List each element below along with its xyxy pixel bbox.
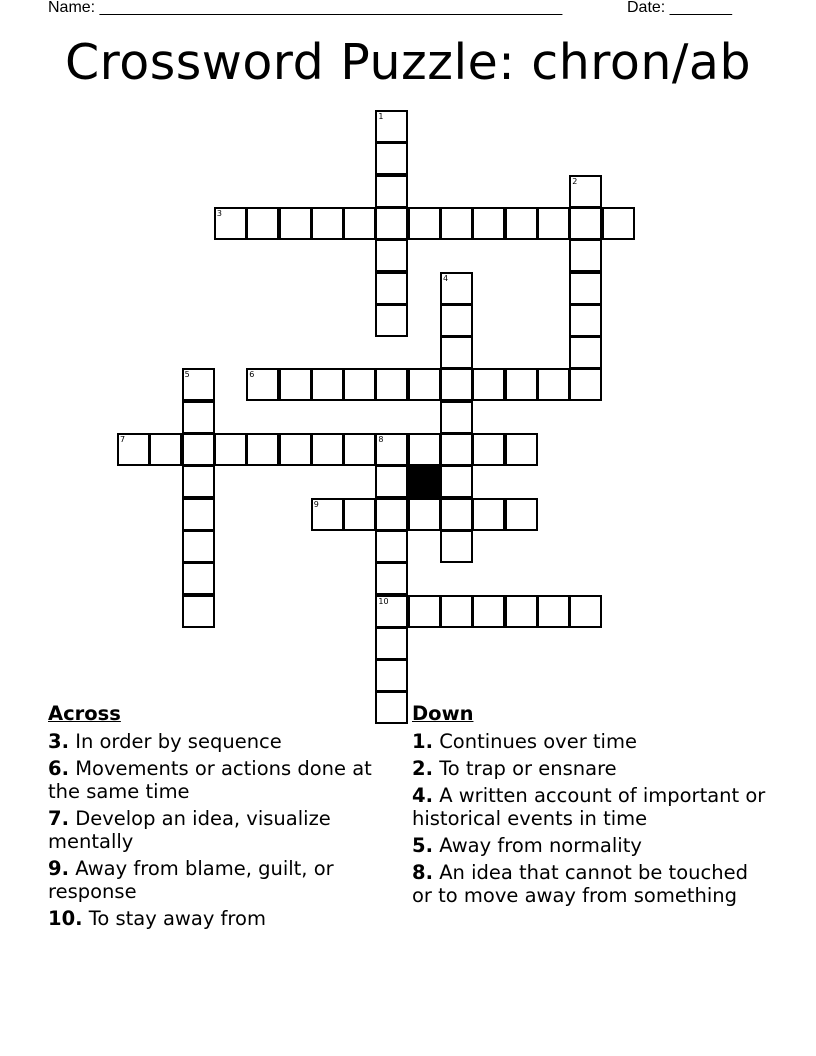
clue-text: In order by sequence	[75, 730, 282, 753]
clue-number: 5.	[412, 834, 433, 857]
grid-cell[interactable]	[375, 659, 408, 692]
grid-cell[interactable]	[440, 530, 473, 563]
clue-number-label: 3	[216, 208, 222, 218]
clue-number: 9.	[48, 857, 69, 880]
across-heading: Across	[48, 702, 121, 725]
grid-cell[interactable]	[440, 304, 473, 337]
grid-cell[interactable]	[505, 433, 538, 466]
clue-number: 3.	[48, 730, 69, 753]
across-clue-10	[48, 907, 378, 930]
grid-cell[interactable]	[505, 368, 538, 401]
grid-cell[interactable]	[408, 433, 441, 466]
clue-text: A written account of important or historical events in time	[412, 784, 766, 830]
clue-text: Develop an idea, visualize mentally	[48, 807, 331, 853]
grid-cell[interactable]	[440, 336, 473, 369]
grid-cell[interactable]	[569, 175, 602, 208]
grid-cell[interactable]	[440, 465, 473, 498]
name-line[interactable]: Name: ____________________________________________________	[48, 0, 563, 16]
down-clue-8	[412, 861, 772, 907]
grid-cell[interactable]	[182, 433, 215, 466]
grid-cell[interactable]	[375, 207, 408, 240]
clue-number-label: 5	[184, 370, 190, 380]
clue-number: 4.	[412, 784, 433, 807]
down-clue-4	[412, 784, 772, 830]
clue-number: 10.	[48, 907, 83, 930]
grid-cell[interactable]	[343, 433, 376, 466]
grid-cell[interactable]	[117, 433, 150, 466]
grid-cell[interactable]	[537, 368, 570, 401]
block-cell	[408, 465, 441, 498]
grid-cell[interactable]	[505, 207, 538, 240]
grid-cell[interactable]	[472, 433, 505, 466]
grid-cell[interactable]	[311, 433, 344, 466]
grid-cell[interactable]	[472, 498, 505, 531]
grid-cell[interactable]	[375, 595, 408, 628]
clue-number-label: 7	[120, 435, 126, 444]
date-line[interactable]: Date: _______	[627, 0, 732, 16]
grid-cell[interactable]	[182, 498, 215, 531]
grid-cell[interactable]	[602, 207, 635, 240]
grid-cell[interactable]	[440, 401, 473, 434]
across-clues	[48, 702, 378, 934]
clue-text: Away from normality	[439, 834, 642, 857]
clue-number: 7.	[48, 807, 69, 830]
grid-cell[interactable]	[279, 207, 312, 240]
grid-cell[interactable]	[569, 239, 602, 272]
across-clue-9	[48, 857, 378, 903]
grid-cell[interactable]	[440, 595, 473, 628]
clue-text: Movements or actions done at the same time	[48, 757, 372, 803]
down-clue-1	[412, 730, 772, 753]
grid-cell[interactable]	[182, 401, 215, 434]
clue-text: To trap or ensnare	[439, 757, 617, 780]
clue-text: Away from blame, guilt, or response	[48, 857, 334, 903]
grid-cell[interactable]	[375, 110, 408, 143]
grid-cell[interactable]	[182, 465, 215, 498]
grid-cell[interactable]	[472, 207, 505, 240]
grid-cell[interactable]	[246, 433, 279, 466]
grid-cell[interactable]	[375, 691, 408, 724]
clue-text: To stay away from	[88, 907, 266, 930]
clue-text: Continues over time	[439, 730, 637, 753]
grid-cell[interactable]	[182, 595, 215, 628]
grid-cell[interactable]	[408, 498, 441, 531]
page-title: Crossword Puzzle: chron/ab	[64, 34, 752, 91]
clue-number: 1.	[412, 730, 433, 753]
grid-cell[interactable]	[569, 368, 602, 401]
grid-cell[interactable]	[375, 433, 408, 466]
grid-cell[interactable]	[246, 207, 279, 240]
clue-number: 2.	[412, 757, 433, 780]
grid-cell[interactable]	[569, 272, 602, 305]
grid-cell[interactable]	[375, 304, 408, 337]
clue-number-label: 4	[443, 273, 449, 283]
clue-number-label: 8	[378, 435, 384, 444]
clue-number: 8.	[412, 861, 433, 884]
grid-cell[interactable]	[149, 433, 182, 466]
grid-cell[interactable]	[246, 368, 279, 401]
grid-cell[interactable]	[375, 175, 408, 208]
grid-cell[interactable]	[279, 368, 312, 401]
grid-cell[interactable]	[214, 433, 247, 466]
grid-cell[interactable]	[375, 498, 408, 531]
down-clues	[412, 702, 772, 911]
grid-cell[interactable]	[408, 368, 441, 401]
grid-cell[interactable]	[311, 368, 344, 401]
across-clue-7	[48, 807, 378, 853]
grid-cell[interactable]	[375, 272, 408, 305]
clue-number-label: 10	[378, 596, 389, 606]
grid-cell[interactable]	[375, 562, 408, 595]
grid-cell[interactable]	[343, 498, 376, 531]
grid-cell[interactable]	[311, 207, 344, 240]
clue-text: An idea that cannot be touched or to move away from something	[412, 861, 748, 907]
grid-cell[interactable]	[311, 498, 344, 531]
grid-cell[interactable]	[214, 207, 247, 240]
grid-cell[interactable]	[182, 530, 215, 563]
grid-cell[interactable]	[569, 595, 602, 628]
grid-cell[interactable]	[537, 595, 570, 628]
grid-cell[interactable]	[472, 368, 505, 401]
grid-cell[interactable]	[440, 272, 473, 305]
grid-cell[interactable]	[569, 207, 602, 240]
grid-cell[interactable]	[440, 368, 473, 401]
grid-cell[interactable]	[375, 465, 408, 498]
grid-cell[interactable]	[408, 595, 441, 628]
grid-cell[interactable]	[375, 530, 408, 563]
grid-cell[interactable]	[375, 627, 408, 660]
grid-cell[interactable]	[440, 207, 473, 240]
grid-cell[interactable]	[505, 595, 538, 628]
clue-number-label: 9	[313, 499, 319, 509]
grid-cell[interactable]	[375, 368, 408, 401]
clue-number-label: 1	[378, 112, 384, 121]
across-clue-6	[48, 757, 378, 803]
clue-number: 6.	[48, 757, 69, 780]
clue-number-label: 2	[572, 176, 578, 186]
grid-cell[interactable]	[472, 595, 505, 628]
grid-cell[interactable]	[279, 433, 312, 466]
grid-cell[interactable]	[440, 498, 473, 531]
grid-cell[interactable]	[343, 368, 376, 401]
clue-number-label: 6	[249, 370, 255, 380]
grid-cell[interactable]	[408, 207, 441, 240]
across-clue-3	[48, 730, 378, 753]
grid-cell[interactable]	[537, 207, 570, 240]
grid-cell[interactable]	[343, 207, 376, 240]
grid-cell[interactable]	[569, 336, 602, 369]
grid-cell[interactable]	[505, 498, 538, 531]
grid-cell[interactable]	[375, 142, 408, 175]
down-clue-5	[412, 834, 772, 857]
grid-cell[interactable]	[182, 562, 215, 595]
grid-cell[interactable]	[440, 433, 473, 466]
grid-cell[interactable]	[182, 368, 215, 401]
grid-cell[interactable]	[375, 239, 408, 272]
grid-cell[interactable]	[569, 304, 602, 337]
down-heading: Down	[412, 702, 474, 725]
down-clue-2	[412, 757, 772, 780]
